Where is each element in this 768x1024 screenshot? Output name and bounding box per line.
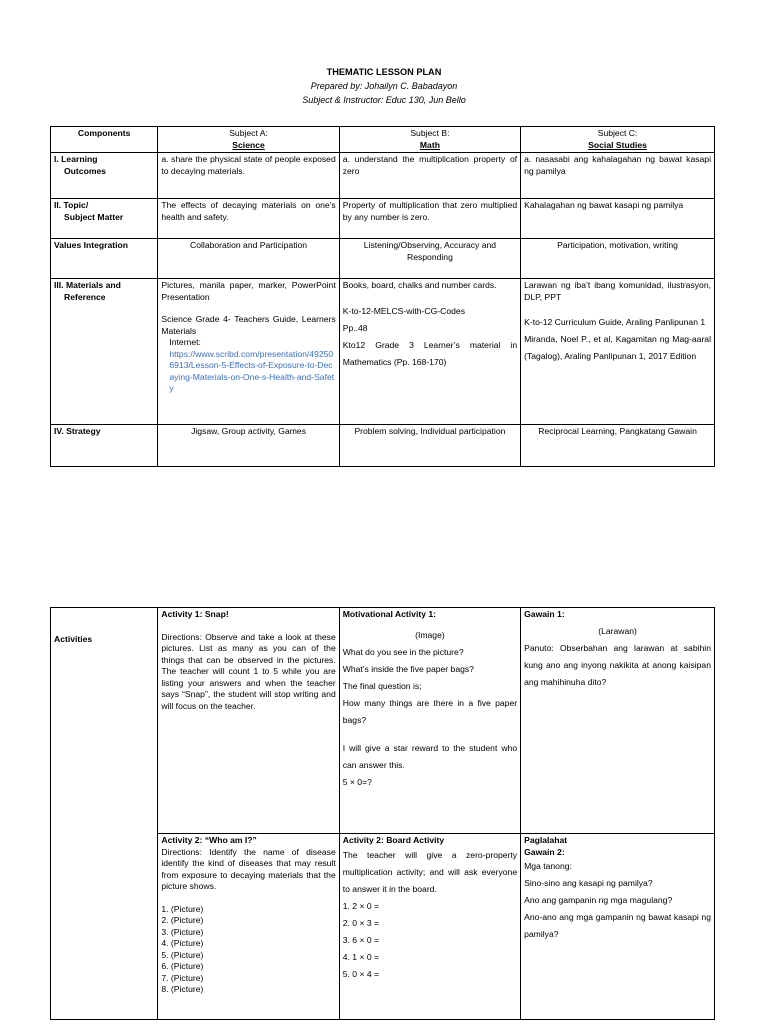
values-a: Collaboration and Participation xyxy=(158,239,339,279)
label-learning-outcomes: I. Learning Outcomes xyxy=(51,153,158,199)
learning-a: a. share the physical state of people exposed to decaying materials. xyxy=(158,153,339,199)
board-activity-title: Activity 2: Board Activity xyxy=(342,835,445,845)
header-subject-b: Subject B: Math xyxy=(339,127,520,153)
activity-2-cell: Activity 2: “Who am I?” Directions: Identify the name of disease identify the kind of diseases that may result from exposure to decaying materials that the picture shows. 1. (Picture) 2. (Picture) 3. (Picture) 4. (Picture) 5. (Picture) 6. (Picture) 7. (Picture) 8. (Picture) xyxy=(158,834,339,1020)
learning-c: a. nasasabi ang kahalagahan ng bawat kasapi ng pamilya xyxy=(521,153,715,199)
image-placeholder: (Image) xyxy=(415,629,445,640)
label-strategy: IV. Strategy xyxy=(51,425,158,467)
materials-a: Pictures, manila paper, marker, PowerPoint Presentation Science Grade 4- Teachers Guide, Learners Materials Internet: https://www.scribd.com/presentation/492506913/Lesson-5-Effects-of-Exposure-to-Decaying-Materials-on-One-s-Health-and-Safety xyxy=(158,279,339,425)
table-header-row xyxy=(51,127,715,153)
motivational-title: Motivational Activity 1: xyxy=(342,609,437,619)
larawan-placeholder: (Larawan) xyxy=(598,625,637,636)
motivational-activity-cell: Motivational Activity 1: (Image) What do you see in the picture? What’s inside the five paper bags? The final question is; How many things are there in a five paper bags? I will give a star reward to the student who can answer this. 5 × 0=? xyxy=(339,608,520,834)
strategy-b: Problem solving, Individual participation xyxy=(339,425,520,467)
gawain-1-panuto: Panuto: Obserbahan ang larawan at sabihin kung ano ang inyong nakikita at anong kaisipan ang mahihinuha dito? xyxy=(524,642,711,687)
prepared-by: Prepared by: Johailyn C. Babadayon xyxy=(310,81,458,91)
activities-row-1 xyxy=(51,608,715,834)
header-subject-c: Subject C: Social Studies xyxy=(521,127,715,153)
label-values: Values Integration xyxy=(51,239,158,279)
gawain-2-cell: Paglalahat Gawain 2: Mga tanong: Sino-sino ang kasapi ng pamilya? Ano ang gampanin ng mga magulang? Ano-ano ang mga gampanin ng bawat kasapi ng pamilya? xyxy=(521,834,715,1020)
paglalahat-title: Paglalahat xyxy=(524,835,568,845)
gawain-1-title: Gawain 1: xyxy=(524,609,565,619)
header-components: Components xyxy=(51,127,158,153)
lesson-plan-table xyxy=(50,126,715,467)
topic-b: Property of multiplication that zero multiplied by any number is zero. xyxy=(339,199,520,239)
materials-b: Books, board, chalks and number cards. K-to-12-MELCS-with-CG-Codes Pp..48 Kto12 Grade 3 Learner’s material in Mathematics (Pp. 168-170) xyxy=(339,279,520,425)
topic-a: The effects of decaying materials on one’s health and safety. xyxy=(158,199,339,239)
document-header xyxy=(0,66,768,107)
internet-link[interactable]: https://www.scribd.com/presentation/492506913/Lesson-5-Effects-of-Exposure-to-Decaying-Materials-on-One-s-Health-and-Safety xyxy=(169,348,335,393)
subject-instructor: Subject & Instructor: Educ 130, Jun Bello xyxy=(302,95,466,105)
board-activity-cell: Activity 2: Board Activity The teacher will give a zero-property multiplication activity; and will ask everyone to answer it in the board. 1. 2 × 0 = 2. 0 × 3 = 3. 6 × 0 = 4. 1 × 0 = 5. 0 × 4 = xyxy=(339,834,520,1020)
board-activity-body: The teacher will give a zero-property multiplication activity; and will ask everyone to answer it in the board. xyxy=(342,849,518,894)
activity-2-title: Activity 2: “Who am I?” xyxy=(161,835,257,845)
gawain-1-cell xyxy=(521,608,715,834)
strategy-c: Reciprocal Learning, Pangkatang Gawain xyxy=(521,425,715,467)
label-materials: III. Materials and Reference xyxy=(51,279,158,425)
label-activities: Activities xyxy=(51,608,158,1020)
row-topic xyxy=(51,199,715,239)
label-topic: II. Topic/ Subject Matter xyxy=(51,199,158,239)
activity-1-directions: Directions: Observe and take a look at these pictures. List as many as you can of the things that can be observed in the pictures. The teacher will count 1 to 5 while you are listing your answers and when the teacher says “Snap”, the student will stop writing and will focus on the teacher. xyxy=(161,631,336,711)
header-subject-a: Subject A: Science xyxy=(158,127,339,153)
values-c: Participation, motivation, writing xyxy=(521,239,715,279)
activity-1-title: Activity 1: Snap! xyxy=(161,609,229,619)
row-values xyxy=(51,239,715,279)
row-materials xyxy=(51,279,715,425)
topic-c: Kahalagahan ng bawat kasapi ng pamilya xyxy=(521,199,715,239)
activity-1-cell xyxy=(158,608,339,834)
document-title: THEMATIC LESSON PLAN xyxy=(326,67,442,77)
learning-b: a. understand the multiplication property of zero xyxy=(339,153,520,199)
row-learning-outcomes xyxy=(51,153,715,199)
materials-c: Larawan ng iba’t ibang komunidad, ilustrasyon, DLP, PPT K-to-12 Curriculum Guide, Araling Panlipunan 1 Miranda, Noel P., et al, Kagamitan ng Mag-aaral (Tagalog), Araling Panlipunan 1, 2017 Edition xyxy=(521,279,715,425)
values-b: Listening/Observing, Accuracy and Responding xyxy=(339,239,520,279)
activity-2-directions: Directions: Identify the name of disease identify the kind of diseases that may result from exposure to decaying materials that the picture shows. xyxy=(161,846,336,891)
row-strategy xyxy=(51,425,715,467)
activities-table xyxy=(50,607,715,1020)
strategy-a: Jigsaw, Group activity, Games xyxy=(158,425,339,467)
gawain-2-title: Gawain 2: xyxy=(524,846,565,857)
